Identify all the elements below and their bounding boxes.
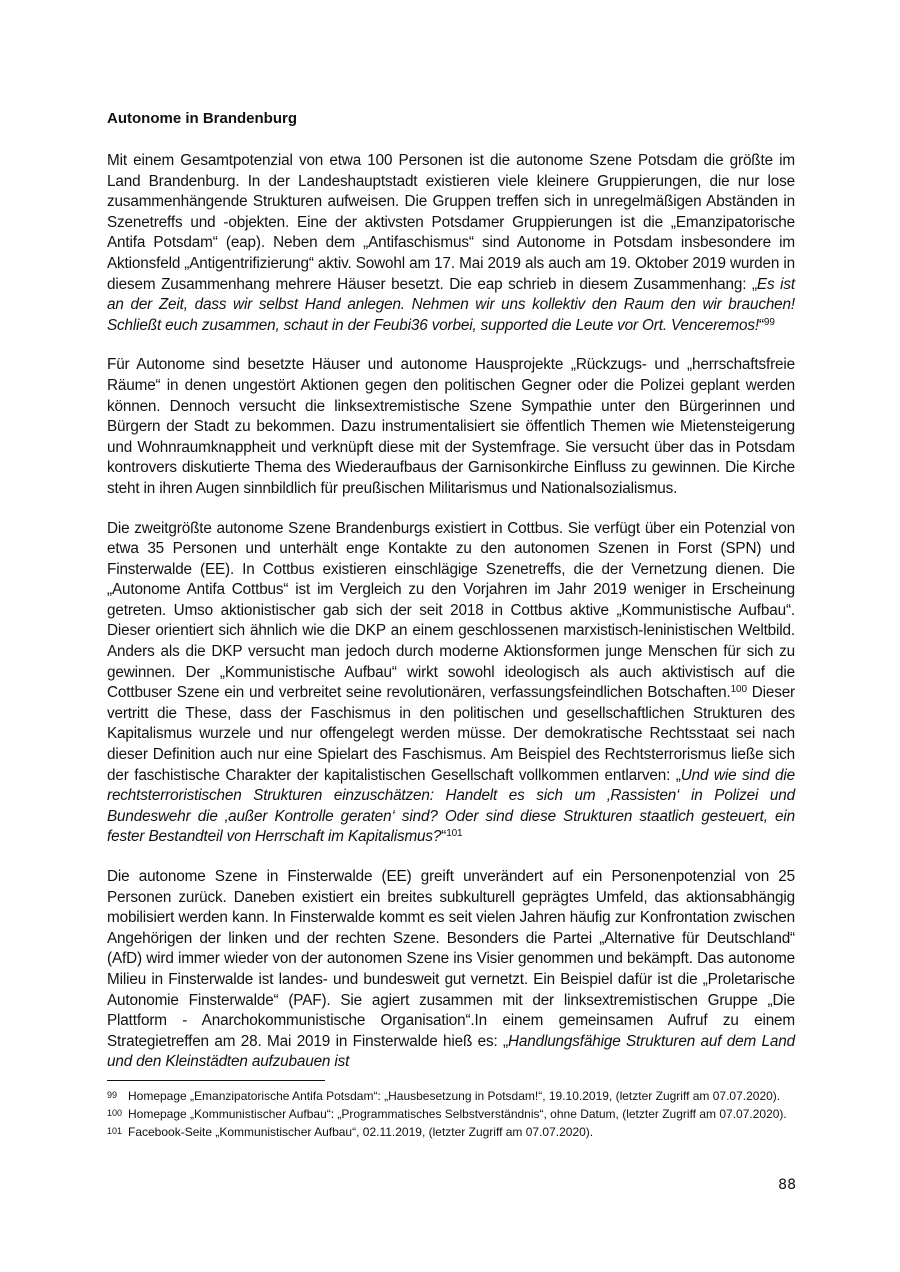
- quote-text: Und wie sind die rechtsterroristischen Strukturen einzuschätzen: Handelt es sich um ‚Rassisten‘ in Polizei und Bundeswehr die ‚außer Kontrolle geraten‘ sind? Oder sind diese Strukturen staatlich gesteuert, ein fester Bestandteil von Herrschaft im Kapitalismus?: [107, 766, 796, 846]
- quote-text: Es ist an der Zeit, dass wir selbst Hand anlegen. Nehmen wir uns kollektiv den Raum den wir brauchen! Schließt euch zusammen, schaut in der Feubi36 vorbei, supported die Leute vor Ort. Venceremos!: [107, 275, 795, 334]
- paragraph-hausprojekte: [107, 355, 795, 499]
- footnote-item: [107, 1107, 795, 1122]
- footnote-ref-99[interactable]: 99: [763, 316, 775, 328]
- footnotes: [107, 1089, 795, 1143]
- quote-close: “: [441, 828, 447, 846]
- paragraph-text: Mit einem Gesamtpotenzial von etwa 100 Personen ist die autonome Szene Potsdam die größte im Land Brandenburg. In der Landeshauptstadt existieren viele kleinere Gruppierungen, die nur lose zusammenhängende Strukturen aufweisen. Die Gruppen treffen sich in unregelmäßigen Abständen in Szenetreffs und -objekten. Eine der aktivsten Potsdamer Gruppierungen ist die „Emanzipatorische Antifa Potsdam“ (eap). Neben dem „Antifaschismus“ sind Autonome in Potsdam insbesondere im Aktionsfeld „Antigentrifizierung“ aktiv. Sowohl am 17. Mai 2019 als auch am 19. Oktober 2019 wurden in diesem Zusammenhang mehrere Häuser besetzt. Die eap schrieb in diesem Zusammenhang: „: [107, 152, 795, 293]
- paragraph-text: Dieser vertritt die These, dass der Faschismus in den politischen und gesellschaftlichen Strukturen des Kapitalismus wurzele und nur offengelegt werden müsse. Der demokratische Rechtsstaat sei nach dieser Definition auch nur eine Spielart des Faschismus. Am Beispiel des Rechtsterrorismus ließe sich der faschistische Charakter der kapitalistischen Gesellschaft vollkommen entlarven: „: [107, 684, 795, 784]
- footnote-number: 101: [107, 1126, 123, 1136]
- page-number: 88: [778, 1177, 796, 1193]
- paragraph-potsdam: [107, 151, 795, 336]
- footnote-text: Facebook-Seite „Kommunistischer Aufbau“, 02.11.2019, (letzter Zugriff am 07.07.2020).: [128, 1125, 594, 1139]
- paragraph-text: Die autonome Szene in Finsterwalde (EE) greift unverändert auf ein Personenpotenzial von 25 Personen zurück. Daneben existiert ein breites subkulturell geprägtes Umfeld, das aktionsabhängig mobilisiert werden kann. In Finsterwalde kommt es seit vielen Jahren häufig zur Konfrontation zwischen Angehörigen der linken und der rechten Szene. Besonders die Partei „Alternative für Deutschland“ (AfD) wird immer wieder von der autonomen Szene ins Visier genommen und bekämpft. Das autonome Milieu in Finsterwalde ist landes- und bundesweit gut vernetzt. Ein Beispiel dafür ist die „Proletarische Autonomie Finsterwalde“ (PAF). Sie agiert zusammen mit der linksextremistischen Gruppe „Die Plattform - Anarchokommunistische Organisation“.In einem gemeinsamen Aufruf zu einem Strategietreffen am 28. Mai 2019 in Finsterwalde hieß es: „: [107, 868, 795, 1050]
- paragraph-text: Für Autonome sind besetzte Häuser und autonome Hausprojekte „Rückzugs- und „herrschaftsfreie Räume“ in denen ungestört Aktionen gegen den politischen Gegner oder die Polizei geplant werden können. Dennoch versucht die linksextremistische Szene Sympathie unter den Bürgerinnen und Bürgern der Stadt zu bekommen. Dazu instrumentalisiert sie öffentlich Themen wie Mietensteigerung und Wohnraumknappheit und verknüpft diese mit der Systemfrage. Sie versucht über das in Potsdam kontrovers diskutierte Thema des Wiederaufbaus der Garnisonkirche Einfluss zu gewinnen. Die Kirche steht in ihren Augen sinnbildlich für preußischen Militarismus und Nationalsozialismus.: [107, 356, 795, 497]
- footnote-divider: [107, 1080, 325, 1081]
- footnote-text: Homepage „Emanzipatorische Antifa Potsdam“: „Hausbesetzung in Potsdam!“, 19.10.2019, (letzter Zugriff am 07.07.2020).: [128, 1089, 781, 1103]
- document-body: [107, 108, 795, 1092]
- quote-text: Handlungsfähige Strukturen auf dem Land und den Kleinstädten aufzubauen ist: [107, 1032, 795, 1071]
- paragraph-finsterwalde: [107, 867, 795, 1073]
- footnote-ref-101[interactable]: 101: [446, 828, 463, 840]
- footnote-number: 99: [107, 1090, 118, 1100]
- paragraph-text: Die zweitgrößte autonome Szene Brandenburgs existiert in Cottbus. Sie verfügt über ein Potenzial von etwa 35 Personen und unterhält enge Kontakte zu den autonomen Szenen in Forst (SPN) und Finsterwalde (EE). In Cottbus existieren einschlägige Szenetreffs, die der Vernetzung dienen. Die „Autonome Antifa Cottbus“ ist im Vergleich zu den Vorjahren im Jahr 2019 weniger in Erscheinung getreten. Umso aktionistischer gab sich der seit 2018 in Cottbus aktive „Kommunistische Aufbau“. Dieser orientiert sich ähnlich wie die DKP an einem geschlossenen marxistisch-leninistischen Weltbild. Anders als die DKP versucht man jedoch durch moderne Aktionsformen junge Menschen für sich zu gewinnen. Der „Kommunistische Aufbau“ wirkt sowohl ideologisch als auch aktivistisch auf die Cottbuser Szene ein und verbreitet seine revolutionären, verfassungsfeindlichen Botschaften.: [107, 519, 795, 702]
- footnote-item: [107, 1089, 795, 1104]
- paragraph-cottbus: [107, 519, 795, 849]
- footnote-number: 100: [107, 1108, 123, 1118]
- section-heading: Autonome in Brandenburg: [107, 110, 297, 127]
- footnote-ref-100[interactable]: 100: [730, 684, 747, 696]
- footnote-text: Homepage „Kommunistischer Aufbau“: „Programmatisches Selbstverständnis“, ohne Datum, (letzter Zugriff am 07.07.2020).: [128, 1107, 787, 1121]
- quote-close: “: [758, 316, 764, 334]
- footnote-item: [107, 1125, 795, 1140]
